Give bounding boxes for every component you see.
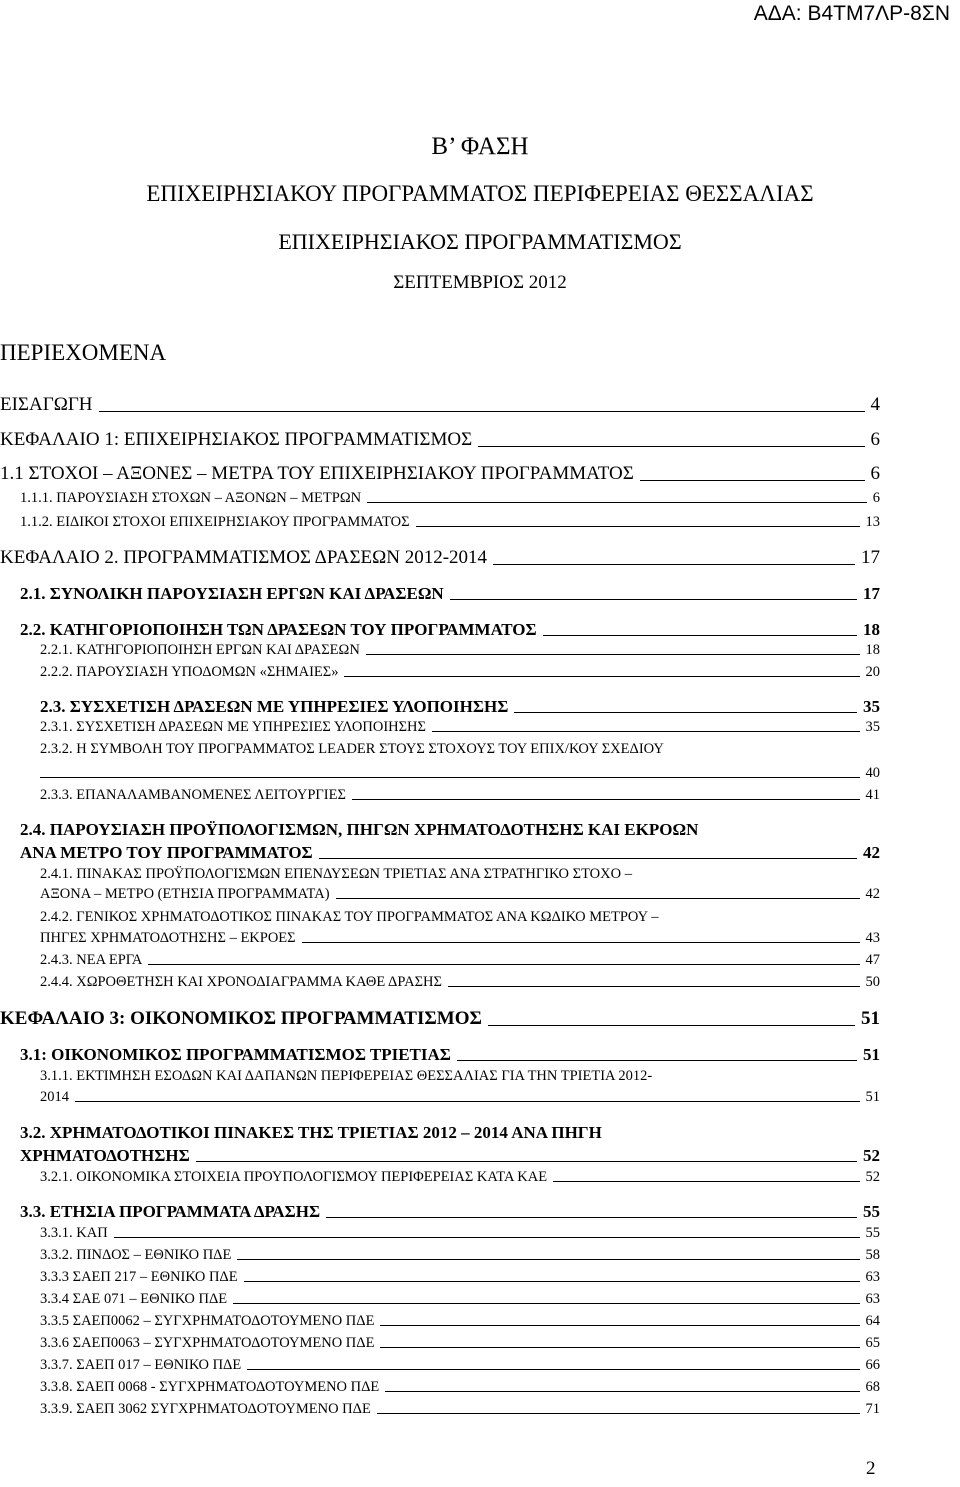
toc-page: 58: [865, 1247, 880, 1263]
toc-entry[interactable]: [20, 620, 880, 640]
toc-label: 1.1.1. ΠΑΡΟΥΣΙΑΣΗ ΣΤΟΧΩΝ – ΑΞΟΝΩΝ – ΜΕΤΡΩΝ: [20, 490, 362, 506]
toc-page: 51: [863, 1045, 880, 1064]
toc-label: ΕΙΣΑΓΩΓΗ: [0, 394, 93, 415]
toc-label: ΑΝΑ ΜΕΤΡΟ ΤΟΥ ΠΡΟΓΡΑΜΜΑΤΟΣ: [20, 843, 313, 862]
toc-page: 6: [870, 429, 880, 450]
toc-page: 13: [865, 514, 880, 530]
toc-leader: [40, 777, 860, 778]
toc-page: 42: [863, 843, 880, 862]
toc-leader: [247, 1369, 859, 1370]
toc-entry[interactable]: [40, 765, 880, 782]
toc-label: 3.1: ΟΙΚΟΝΟΜΙΚΟΣ ΠΡΟΓΡΑΜΜΑΤΙΣΜΟΣ ΤΡΙΕΤΙΑΣ: [20, 1045, 451, 1064]
toc-label: 2.4.3. ΝΕΑ ΕΡΓΑ: [40, 952, 143, 968]
toc-label: 3.3.8. ΣΑΕΠ 0068 - ΣΥΓΧΡΗΜΑΤΟΔΟΤΟΥΜΕΝΟ ΠΔΕ: [40, 1379, 380, 1395]
toc-label: ΚΕΦΑΛΑΙΟ 1: ΕΠΙΧΕΙΡΗΣΙΑΚΟΣ ΠΡΟΓΡΑΜΜΑΤΙΣΜΟΣ: [0, 429, 473, 450]
toc-label: 3.3.2. ΠΙΝΔΟΣ – ΕΘΝΙΚΟ ΠΔΕ: [40, 1247, 232, 1263]
program-title: ΕΠΙΧΕΙΡΗΣΙΑΚΟΥ ΠΡΟΓΡΑΜΜΑΤΟΣ ΠΕΡΙΦΕΡΕΙΑΣ ΘΕΣΣΑΛΙΑΣ: [146, 181, 814, 206]
toc-leader: [237, 1259, 859, 1260]
toc-label: 2.2.2. ΠΑΡΟΥΣΙΑΣΗ ΥΠΟΔΟΜΩΝ «ΣΗΜΑΙΕΣ»: [40, 664, 339, 680]
toc-page: 68: [865, 1379, 880, 1395]
toc-entry[interactable]: [40, 787, 880, 804]
toc-entry[interactable]: [40, 974, 880, 991]
toc-entry[interactable]: [0, 463, 880, 485]
toc-entry[interactable]: [40, 1313, 880, 1330]
toc-label[interactable]: 3.2. ΧΡΗΜΑΤΟΔΟΤΙΚΟΙ ΠΙΝΑΚΕΣ ΤΗΣ ΤΡΙΕΤΙΑΣ 2012 – 2014 ΑΝΑ ΠΗΓΗ: [20, 1123, 602, 1142]
toc-leader: [336, 898, 860, 899]
toc-label: 3.3.1. ΚΑΠ: [40, 1225, 108, 1241]
program-subtitle: ΕΠΙΧΕΙΡΗΣΙΑΚΟΣ ΠΡΟΓΡΑΜΜΑΤΙΣΜΟΣ: [278, 229, 682, 254]
toc-entry[interactable]: [20, 843, 880, 863]
toc-leader: [148, 964, 859, 965]
toc-entry[interactable]: [0, 1008, 880, 1030]
toc-leader: [553, 1181, 859, 1182]
toc-leader: [352, 799, 860, 800]
toc-leader: [514, 712, 857, 713]
toc-leader: [377, 1413, 860, 1414]
toc-leader: [367, 502, 867, 503]
toc-leader: [244, 1281, 860, 1282]
toc-label: 2.2.1. ΚΑΤΗΓΟΡΙΟΠΟΙΗΣΗ ΕΡΓΩΝ ΚΑΙ ΔΡΑΣΕΩΝ: [40, 642, 360, 658]
toc-label: 2.3. ΣΥΣΧΕΤΙΣΗ ΔΡΑΣΕΩΝ ΜΕ ΥΠΗΡΕΣΙΕΣ ΥΛΟΠΟΙΗΣΗΣ: [40, 697, 509, 716]
toc-page: 18: [865, 642, 880, 658]
toc-label: 3.3.7. ΣΑΕΠ 017 – ΕΘΝΙΚΟ ΠΔΕ: [40, 1357, 242, 1373]
toc-label: 3.3.3 ΣΑΕΠ 217 – ΕΘΝΙΚΟ ΠΔΕ: [40, 1269, 238, 1285]
toc-label[interactable]: 2.4. ΠΑΡΟΥΣΙΑΣΗ ΠΡΟΫΠΟΛΟΓΙΣΜΩΝ, ΠΗΓΩΝ ΧΡΗΜΑΤΟΔΟΤΗΣΗΣ ΚΑΙ ΕΚΡΟΩΝ: [20, 820, 699, 839]
toc-entry[interactable]: [20, 1146, 880, 1166]
toc-label: 3.3.9. ΣΑΕΠ 3062 ΣΥΓΧΡΗΜΑΤΟΔΟΤΟΥΜΕΝΟ ΠΔΕ: [40, 1401, 371, 1417]
toc-label: 1.1 ΣΤΟΧΟΙ – ΑΞΟΝΕΣ – ΜΕΤΡΑ ΤΟΥ ΕΠΙΧΕΙΡΗΣΙΑΚΟΥ ΠΡΟΓΡΑΜΜΑΤΟΣ: [0, 463, 634, 484]
toc-entry[interactable]: [20, 514, 880, 531]
toc-leader: [488, 1025, 855, 1026]
toc-label[interactable]: 2.4.1. ΠΙΝΑΚΑΣ ΠΡΟΫΠΟΛΟΓΙΣΜΩΝ ΕΠΕΝΔΥΣΕΩΝ ΤΡΙΕΤΙΑΣ ΑΝΑ ΣΤΡΑΤΗΓΙΚΟ ΣΤΟΧΟ –: [40, 866, 632, 882]
toc-leader: [344, 676, 859, 677]
toc-page: 52: [863, 1146, 880, 1165]
toc-label[interactable]: 2.3.2. Η ΣΥΜΒΟΛΗ ΤΟΥ ΠΡΟΓΡΑΜΜΑΤΟΣ LEADER ΣΤΟΥΣ ΣΤΟΧΟΥΣ ΤΟΥ ΕΠΙΧ/ΚΟΥ ΣΧΕΔΙΟΥ: [40, 741, 664, 757]
ada-code: ΑΔΑ: Β4ΤΜ7ΛΡ-8ΣΝ: [753, 2, 950, 25]
toc-label: ΠΗΓΕΣ ΧΡΗΜΑΤΟΔΟΤΗΣΗΣ – ΕΚΡΟΕΣ: [40, 930, 296, 946]
toc-page: 35: [863, 697, 880, 716]
toc-leader: [457, 1060, 857, 1061]
toc-entry[interactable]: [40, 642, 880, 659]
toc-leader: [196, 1161, 857, 1162]
toc-label: ΧΡΗΜΑΤΟΔΟΤΗΣΗΣ: [20, 1146, 190, 1165]
toc-label[interactable]: 3.1.1. ΕΚΤΙΜΗΣΗ ΕΣΟΔΩΝ ΚΑΙ ΔΑΠΑΝΩΝ ΠΕΡΙΦΕΡΕΙΑΣ ΘΕΣΣΑΛΙΑΣ ΓΙΑ ΤΗΝ ΤΡΙΕΤΙΑ 2012-: [40, 1068, 653, 1084]
toc-page: 65: [865, 1335, 880, 1351]
toc-entry[interactable]: [20, 1202, 880, 1222]
toc-leader: [114, 1237, 860, 1238]
toc-leader: [478, 446, 864, 447]
toc-page: 40: [865, 765, 880, 781]
toc-entry[interactable]: [40, 1379, 880, 1396]
toc-entry[interactable]: [40, 886, 880, 903]
toc-leader: [302, 942, 860, 943]
toc-entry[interactable]: [20, 1045, 880, 1065]
toc-leader: [385, 1391, 859, 1392]
toc-entry[interactable]: [0, 429, 880, 451]
page-number: 2: [866, 1458, 876, 1479]
toc-leader: [233, 1303, 859, 1304]
toc-entry[interactable]: [0, 547, 880, 569]
toc-page: 6: [870, 463, 880, 484]
toc-page: 63: [865, 1269, 880, 1285]
toc-page: 43: [865, 930, 880, 946]
toc-page: 41: [865, 787, 880, 803]
toc-leader: [450, 599, 857, 600]
toc-page: 6: [872, 490, 880, 506]
toc-leader: [416, 526, 860, 527]
toc-page: 17: [863, 584, 880, 603]
toc-entry[interactable]: [40, 1169, 880, 1186]
toc-page: 55: [863, 1202, 880, 1221]
toc-page: 18: [863, 620, 880, 639]
toc-page: 17: [861, 547, 880, 568]
toc-label: 2.3.3. ΕΠΑΝΑΛΑΜΒΑΝΟΜΕΝΕΣ ΛΕΙΤΟΥΡΓΙΕΣ: [40, 787, 346, 803]
toc-entry[interactable]: [40, 1401, 880, 1418]
toc-label: ΑΞΟΝΑ – ΜΕΤΡΟ (ΕΤΗΣΙΑ ΠΡΟΓΡΑΜΜΑΤΑ): [40, 886, 330, 902]
toc-entry[interactable]: [40, 1225, 880, 1242]
toc-leader: [380, 1347, 859, 1348]
toc-entry[interactable]: [40, 930, 880, 947]
phase-title: Β’ ΦΑΣΗ: [431, 133, 529, 160]
toc-leader: [640, 480, 865, 481]
toc-leader: [448, 986, 860, 987]
toc-label: 3.3.4 ΣΑΕ 071 – ΕΘΝΙΚΟ ΠΔΕ: [40, 1291, 228, 1307]
toc-leader: [493, 564, 855, 565]
toc-page: 52: [865, 1169, 880, 1185]
toc-label: 3.3. ΕΤΗΣΙΑ ΠΡΟΓΡΑΜΜΑΤΑ ΔΡΑΣΗΣ: [20, 1202, 321, 1221]
toc-entry[interactable]: [20, 490, 880, 507]
toc-leader: [75, 1101, 860, 1102]
toc-label: 3.2.1. ΟΙΚΟΝΟΜΙΚΑ ΣΤΟΙΧΕΙΑ ΠΡΟΥΠΟΛΟΓΙΣΜΟΥ ΠΕΡΙΦΕΡΕΙΑΣ ΚΑΤΑ ΚΑΕ: [40, 1169, 548, 1185]
toc-entry[interactable]: [40, 719, 880, 736]
toc-page: 71: [865, 1401, 880, 1417]
toc-page: 51: [865, 1089, 880, 1105]
toc-label: 2014: [40, 1089, 69, 1105]
toc-label: 2.1. ΣΥΝΟΛΙΚΗ ΠΑΡΟΥΣΙΑΣΗ ΕΡΓΩΝ ΚΑΙ ΔΡΑΣΕΩΝ: [20, 584, 444, 603]
toc-leader: [432, 731, 860, 732]
toc-page: 35: [865, 719, 880, 735]
toc-page: 66: [865, 1357, 880, 1373]
toc-entry[interactable]: [40, 1357, 880, 1374]
toc-label: ΚΕΦΑΛΑΙΟ 2. ΠΡΟΓΡΑΜΜΑΤΙΣΜΟΣ ΔΡΑΣΕΩΝ 2012-2014: [0, 547, 488, 568]
toc-label: ΚΕΦΑΛΑΙΟ 3: ΟΙΚΟΝΟΜΙΚΟΣ ΠΡΟΓΡΑΜΜΑΤΙΣΜΟΣ: [0, 1008, 482, 1029]
toc-page: 42: [865, 886, 880, 902]
toc-page: 51: [861, 1008, 880, 1029]
toc-leader: [366, 654, 860, 655]
toc-label: 2.4.4. ΧΩΡΟΘΕΤΗΣΗ ΚΑΙ ΧΡΟΝΟΔΙΑΓΡΑΜΜΑ ΚΑΘΕ ΔΡΑΣΗΣ: [40, 974, 442, 990]
toc-label: 2.3.1. ΣΥΣΧΕΤΙΣΗ ΔΡΑΣΕΩΝ ΜΕ ΥΠΗΡΕΣΙΕΣ ΥΛΟΠΟΙΗΣΗΣ: [40, 719, 426, 735]
toc-page: 47: [865, 952, 880, 968]
toc-entry[interactable]: [40, 1269, 880, 1286]
toc-label: 1.1.2. ΕΙΔΙΚΟΙ ΣΤΟΧΟΙ ΕΠΙΧΕΙΡΗΣΙΑΚΟΥ ΠΡΟΓΡΑΜΜΑΤΟΣ: [20, 514, 410, 530]
toc-label[interactable]: 2.4.2. ΓΕΝΙΚΟΣ ΧΡΗΜΑΤΟΔΟΤΙΚΟΣ ΠΙΝΑΚΑΣ ΤΟΥ ΠΡΟΓΡΑΜΜΑΤΟΣ ΑΝΑ ΚΩΔΙΚΟ ΜΕΤΡΟΥ –: [40, 909, 659, 925]
toc-entry[interactable]: [0, 394, 880, 416]
toc-page: 63: [865, 1291, 880, 1307]
toc-entry[interactable]: [40, 1089, 880, 1106]
toc-page: 20: [865, 664, 880, 680]
toc-leader: [99, 411, 865, 412]
toc-entry[interactable]: [20, 584, 880, 604]
toc-page: 50: [865, 974, 880, 990]
document-date: ΣΕΠΤΕΜΒΡΙΟΣ 2012: [393, 272, 567, 293]
toc-leader: [326, 1217, 857, 1218]
toc-label: 3.3.6 ΣΑΕΠ0063 – ΣΥΓΧΡΗΜΑΤΟΔΟΤΟΥΜΕΝΟ ΠΔΕ: [40, 1335, 375, 1351]
toc-label: 2.2. ΚΑΤΗΓΟΡΙΟΠΟΙΗΣΗ ΤΩΝ ΔΡΑΣΕΩΝ ΤΟΥ ΠΡΟΓΡΑΜΜΑΤΟΣ: [20, 620, 537, 639]
toc-entry[interactable]: [40, 952, 880, 969]
toc-entry[interactable]: [40, 1335, 880, 1352]
toc-entry[interactable]: [40, 697, 880, 717]
toc-page: 4: [870, 394, 880, 415]
toc-label: 3.3.5 ΣΑΕΠ0062 – ΣΥΓΧΡΗΜΑΤΟΔΟΤΟΥΜΕΝΟ ΠΔΕ: [40, 1313, 375, 1329]
toc-page: 64: [865, 1313, 880, 1329]
toc-entry[interactable]: [40, 1291, 880, 1308]
contents-title: ΠΕΡΙΕΧΟΜΕΝΑ: [0, 340, 167, 365]
toc-leader: [319, 858, 857, 859]
toc-page: 55: [865, 1225, 880, 1241]
toc-leader: [543, 635, 857, 636]
toc-entry[interactable]: [40, 1247, 880, 1264]
toc-entry[interactable]: [40, 664, 880, 681]
toc-leader: [380, 1325, 859, 1326]
